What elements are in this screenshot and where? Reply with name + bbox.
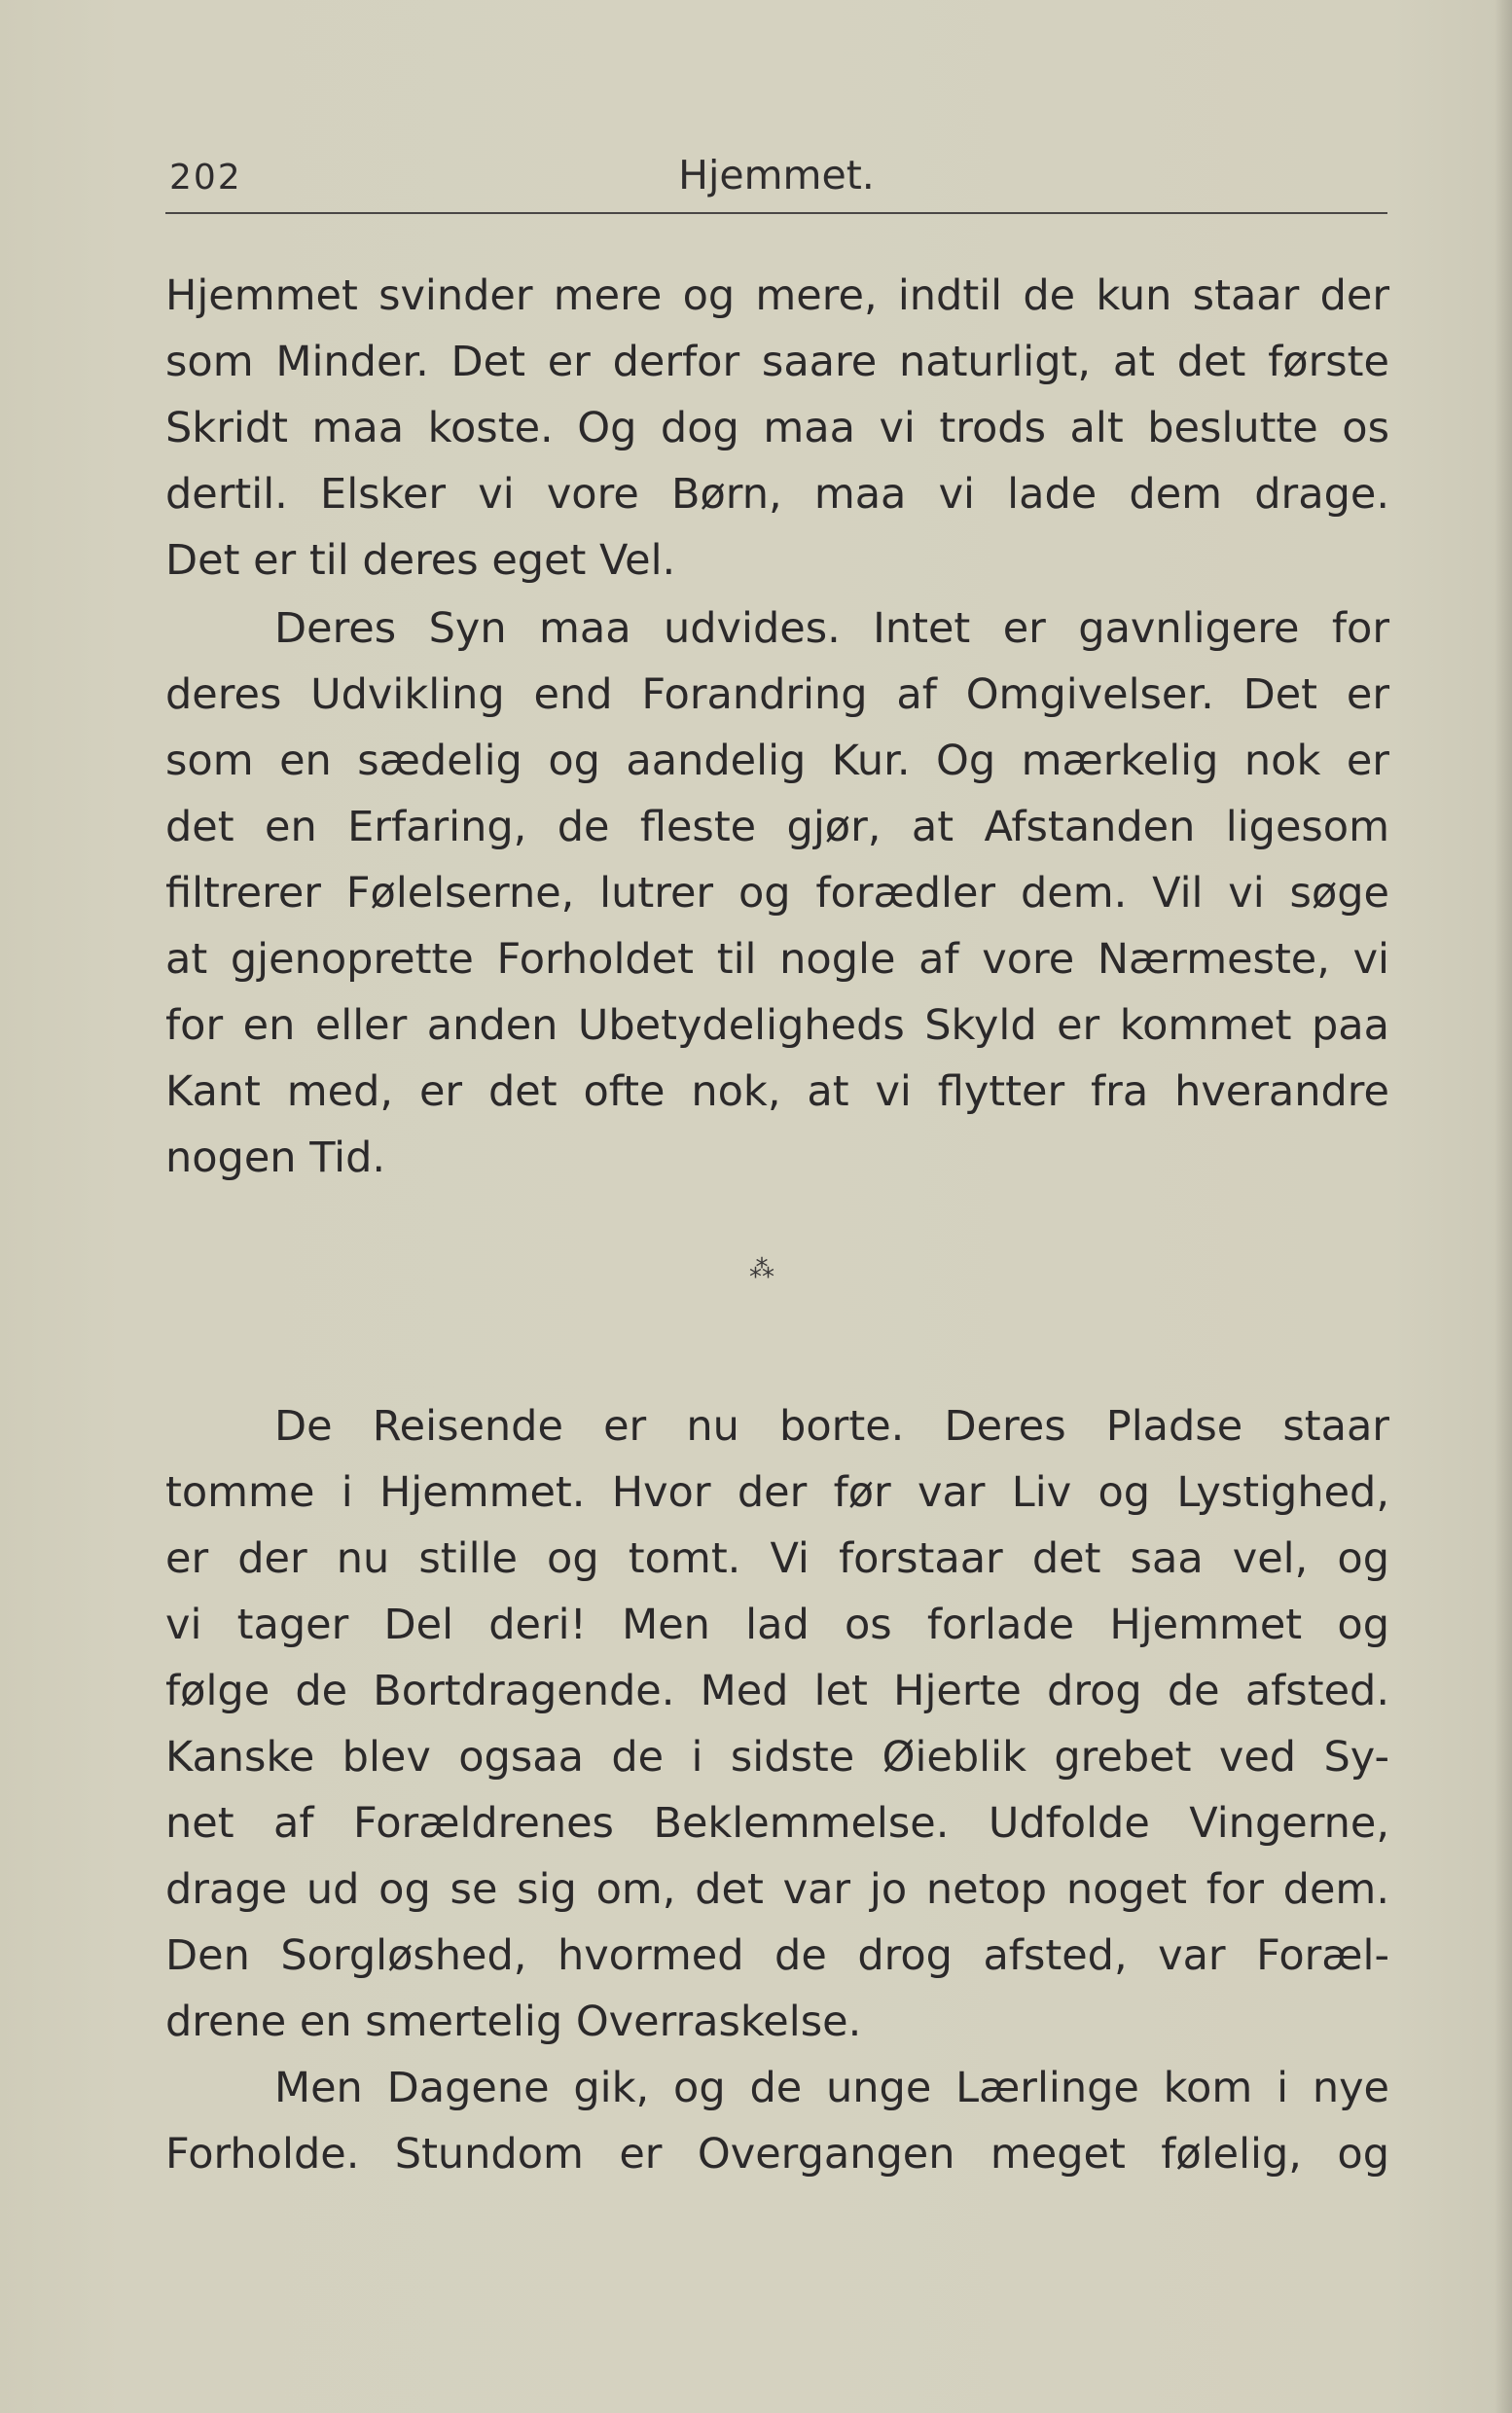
page-edge-shadow bbox=[1494, 0, 1512, 2413]
text-line: som Minder. Det er derfor saare naturligt, at det første bbox=[165, 338, 1389, 386]
text-line: vi tager Del deri! Men lad os forlade Hjemmet og bbox=[165, 1601, 1389, 1649]
text-line: Kant med, er det ofte nok, at vi flytter fra hverandre bbox=[165, 1067, 1389, 1116]
text-line: at gjenoprette Forholdet til nogle af vore Nærmeste, vi bbox=[165, 935, 1389, 984]
section-separator: ⁂ bbox=[749, 1255, 774, 1284]
paragraph-4 bbox=[165, 2055, 1389, 2187]
text-line: følge de Bortdragende. Med let Hjerte drog de afsted. bbox=[165, 1667, 1389, 1715]
text-line: Men Dagene gik, og de unge Lærlinge kom i nye bbox=[274, 2064, 1389, 2112]
text-line: nogen Tid. bbox=[165, 1134, 386, 1182]
page-header bbox=[165, 148, 1387, 214]
paragraph-1 bbox=[165, 263, 1389, 594]
text-line: er der nu stille og tomt. Vi forstaar det saa vel, og bbox=[165, 1534, 1389, 1583]
text-line: som en sædelig og aandelig Kur. Og mærkelig nok er bbox=[165, 737, 1389, 785]
text-line: Kanske blev ogsaa de i sidste Øieblik grebet ved Sy- bbox=[165, 1733, 1389, 1782]
running-title: Hjemmet. bbox=[678, 152, 875, 198]
text-line: dertil. Elsker vi vore Børn, maa vi lade dem drage. bbox=[165, 470, 1389, 519]
text-line: Hjemmet svinder mere og mere, indtil de kun staar der bbox=[165, 271, 1389, 320]
text-line: De Reisende er nu borte. Deres Pladse staar bbox=[274, 1402, 1389, 1451]
text-line: Det er til deres eget Vel. bbox=[165, 536, 676, 585]
text-line: filtrerer Følelserne, lutrer og forædler dem. Vil vi søge bbox=[165, 869, 1389, 918]
text-line: net af Forældrenes Beklemmelse. Udfolde Vingerne, bbox=[165, 1799, 1389, 1848]
text-line: Skridt maa koste. Og dog maa vi trods alt beslutte os bbox=[165, 404, 1389, 452]
text-line: Deres Syn maa udvides. Intet er gavnligere for bbox=[274, 604, 1389, 653]
page-number: 202 bbox=[169, 158, 242, 198]
text-line: drage ud og se sig om, det var jo netop noget for dem. bbox=[165, 1865, 1389, 1914]
text-line: deres Udvikling end Forandring af Omgivelser. Det er bbox=[165, 670, 1389, 719]
text-line: for en eller anden Ubetydeligheds Skyld er kommet paa bbox=[165, 1001, 1389, 1050]
text-line: Forholde. Stundom er Overgangen meget følelig, og bbox=[165, 2130, 1389, 2179]
text-line: det en Erfaring, de fleste gjør, at Afstanden ligesom bbox=[165, 803, 1389, 851]
text-line: Den Sorgløshed, hvormed de drog afsted, var Foræl- bbox=[165, 1931, 1389, 1980]
text-line: drene en smertelig Overraskelse. bbox=[165, 1998, 862, 2046]
paragraph-3 bbox=[165, 1393, 1389, 2055]
text-line: tomme i Hjemmet. Hvor der før var Liv og Lystighed, bbox=[165, 1468, 1389, 1517]
paragraph-2 bbox=[165, 595, 1389, 1191]
